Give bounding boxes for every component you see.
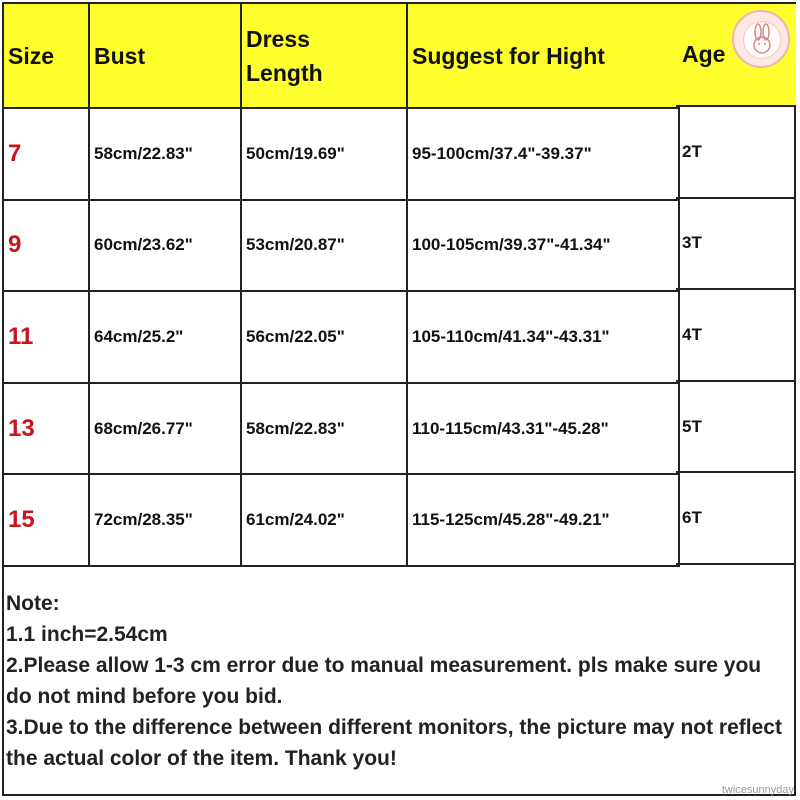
length-cell: 58cm/22.83" <box>241 383 407 475</box>
age-column <box>676 2 796 565</box>
height-cell: 115-125cm/45.28"-49.21" <box>407 474 679 566</box>
length-cell: 50cm/19.69" <box>241 108 407 200</box>
size-cell: 9 <box>3 200 89 292</box>
age-cell: 6T <box>676 473 796 565</box>
age-cell: 5T <box>676 382 796 474</box>
size-cell: 7 <box>3 108 89 200</box>
bust-cell: 64cm/25.2" <box>89 291 241 383</box>
size-cell: 11 <box>3 291 89 383</box>
length-cell: 56cm/22.05" <box>241 291 407 383</box>
size-cell: 13 <box>3 383 89 475</box>
header-dress-length <box>241 3 407 108</box>
height-cell: 110-115cm/43.31"-45.28" <box>407 383 679 475</box>
header-size: Size <box>3 3 89 108</box>
table-row <box>3 108 679 200</box>
age-cell: 4T <box>676 290 796 382</box>
bunny-logo-icon <box>732 10 790 68</box>
age-cell: 3T <box>676 199 796 291</box>
header-dress-length-line1: Dress <box>246 25 310 52</box>
bust-cell: 68cm/26.77" <box>89 383 241 475</box>
height-cell: 95-100cm/37.4"-39.37" <box>407 108 679 200</box>
table-row <box>3 291 679 383</box>
note-section <box>6 588 792 774</box>
length-cell: 61cm/24.02" <box>241 474 407 566</box>
header-dress-length-line2: Length <box>246 59 323 86</box>
header-height: Suggest for Hight <box>407 3 679 108</box>
table-row <box>3 474 679 566</box>
note-title: Note: <box>6 592 60 615</box>
note-line-3: 3.Due to the difference between different monitors, the picture may not reflect the actual color of the item. Thank you! <box>6 716 782 770</box>
bunny-icon <box>744 22 780 58</box>
bust-cell: 60cm/23.62" <box>89 200 241 292</box>
note-line-2: 2.Please allow 1-3 cm error due to manual measurement. pls make sure you do not mind before you bid. <box>6 654 762 708</box>
watermark: twicesunnyday <box>721 784 794 796</box>
table-row <box>3 383 679 475</box>
bust-cell: 58cm/22.83" <box>89 108 241 200</box>
size-chart-table <box>2 2 680 567</box>
height-cell: 100-105cm/39.37"-41.34" <box>407 200 679 292</box>
table-header-row <box>3 3 679 108</box>
header-age: Age <box>676 2 796 107</box>
age-cell: 2T <box>676 107 796 199</box>
height-cell: 105-110cm/41.34"-43.31" <box>407 291 679 383</box>
table-row <box>3 200 679 292</box>
bunny-logo-center <box>743 21 781 59</box>
note-line-1: 1.1 inch=2.54cm <box>6 623 168 646</box>
length-cell: 53cm/20.87" <box>241 200 407 292</box>
header-bust: Bust <box>89 3 241 108</box>
size-cell: 15 <box>3 474 89 566</box>
bust-cell: 72cm/28.35" <box>89 474 241 566</box>
